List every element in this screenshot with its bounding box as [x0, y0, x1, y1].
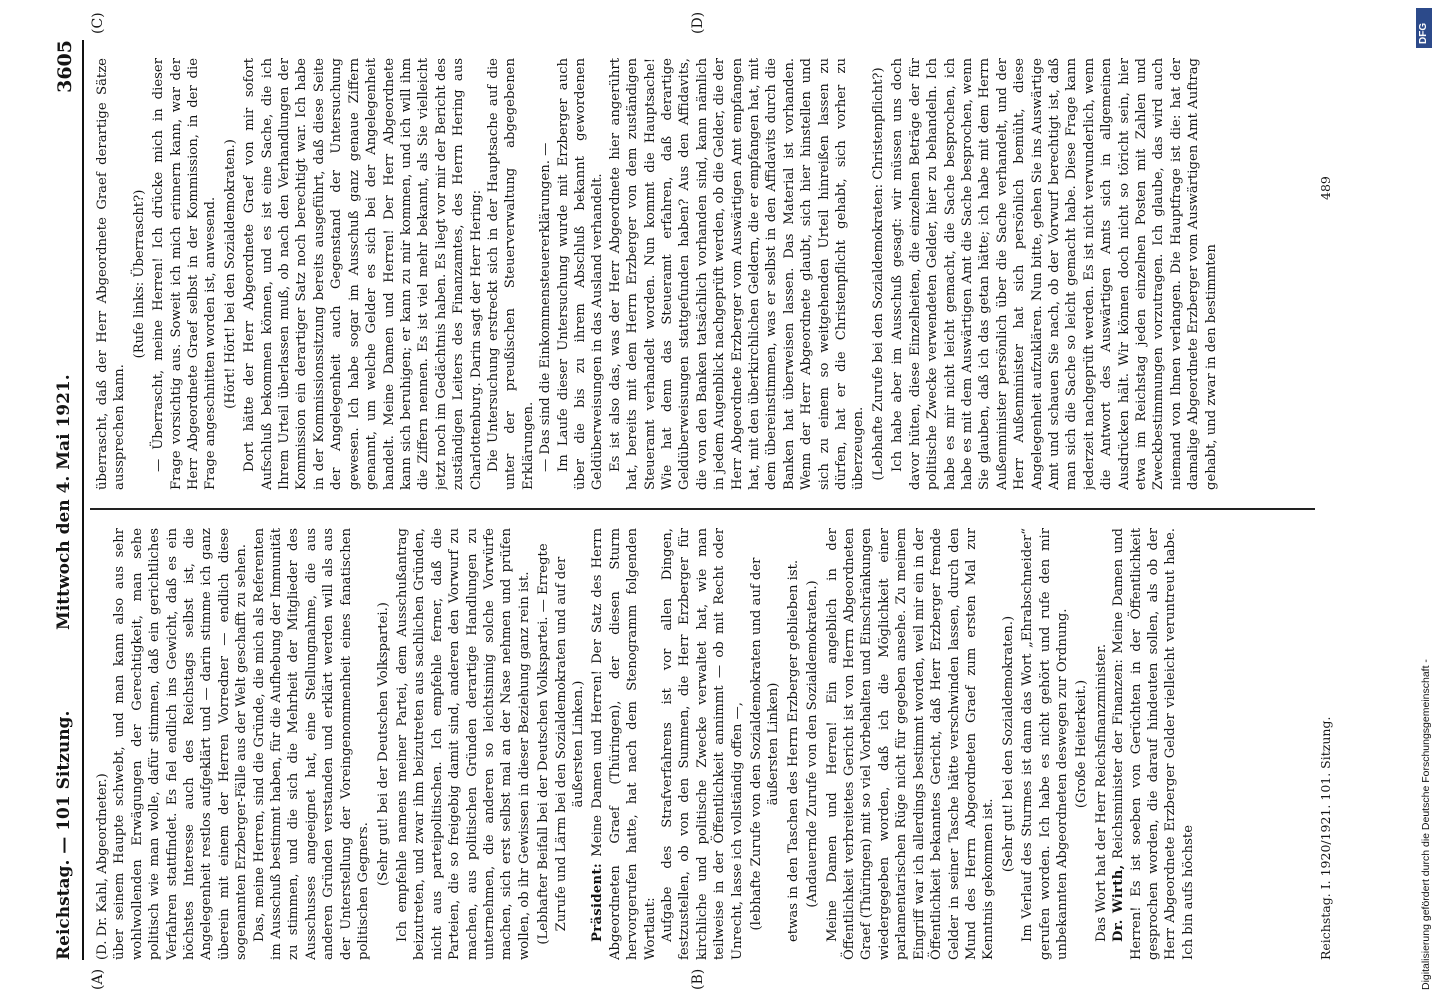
speaker-label: Präsident:	[590, 862, 606, 942]
header-date: Mittwoch den 4. Mai 1921.	[54, 374, 74, 630]
interjection: (Lebhafte Zurufe bei den Sozialdemokraten: Christenpflicht?)	[870, 67, 886, 481]
paragraph: Das, meine Herren, sind die Gründe, die mich als Referenten im Ausschuß bestimmt haben, für die Aufhebung der Immunität zu stimmen, und die sich die Mehrheit der Mitglieder des Ausschusses angeeignet hat, eine Stellungnahme, die aus anderen Gründen verstanden und erklärt werden will als aus der Unterstellung der Voreingenommenheit eines fanatischen politischen Gegners.	[251, 528, 372, 960]
rotated-document-page	[50, 11, 1345, 990]
left-column	[94, 528, 1309, 960]
paragraph: Es ist also das, was der Herr Abgeordnete hier angerührt hat, bereits mit dem Herrn Erzberger von dem zuständigen Steueramt verhandelt worden. Nun kommt die Hauptsache! Wie hat denn das Steueramt erfahren, daß derartige Geldüberweisungen stattgefunden haben? Aus den Affidavits, die von den Banken tatsächlich vorhanden sind, kann nämlich in jedem Augenblick nachgeprüft werden, ob die Gelder, die der Herr Abgeordnete Erzberger vom Auswärtigen Amt empfangen hat, mit den überkirchlichen Geldern, die er empfangen hat, mit dem übereinstimmen, was er selbst in den Affidavits durch die Banken hat überweisen lassen. Das Material ist vorhanden. Wenn der Herr Abgeordnete glaubt, sich hier hinstellen und sich zu einem so weitgehenden Urteil hinreißen lassen zu dürfen, hat er die Christenpflicht gehabt, sich vorher zu überzeugen.	[607, 58, 867, 490]
paragraph: Ich empfehle namens meiner Partei, dem Ausschußantrag beizutreten, und zwar ihm beizutreten aus sachlichen Gründen, nicht aus parteipolitischen. Ich empfehle ferner, daß die Parteien, die so freigebig damit sind, anderen den Vorwurf zu machen, aus politischen Gründen derartige Handlungen zu unternehmen, die anderen so leichtsinnig solche Vorwürfe machen, sich erst selbst mal an der Nase nehmen und prüfen wollen, ob ihr Gewissen in dieser Beziehung ganz rein ist.	[394, 528, 532, 960]
paragraph-text: Meine Damen und Herren! Der Satz des Herrn Abgeordneten Graef (Thüringen), der diesen Sturm hervorgerufen hatte, hat nach dem Stenogramm folgenden Wortlaut:	[590, 528, 658, 960]
page-number: 3605	[54, 40, 76, 93]
interjection: (Sehr gut! bei der Deutschen Volkspartei.)	[375, 602, 391, 886]
paragraph: Dort hätte der Herr Abgeordnete Graef von mir sofort Aufschluß bekommen können, und es ist eine Sache, die ich Ihrem Urteil überlassen muß, ob nach den Verhandlungen der Kommission ein derartiger Satz noch berechtigt war. Ich habe in der Kommissionssitzung bereits ausgeführt, daß diese Seite der Angelegenheit auch Gegenstand der Untersuchung gewesen. Ich habe sogar im Ausschuß ganz genaue Ziffern genannt, um welche Gelder es sich bei der Angelegenheit handelt. Meine Damen und Herren! Der Herr Abgeordnete kann sich beruhigen; er kann zu mir kommen, und ich will ihm die Ziffern nennen. Es ist viel mehr bekannt, als Sie vielleicht jetzt noch im Gedächtnis haben. Es liegt vor mir der Bericht des zuständigen Leiters des Finanzamtes, des Herrn Hering aus Charlottenburg. Darin sagt der Herr Hering:	[242, 58, 484, 490]
interjection: (lebhafte Zurufe von den Sozialdemokraten und auf der äußersten Linken)	[749, 557, 782, 931]
right-column	[94, 58, 1309, 490]
paragraph: Im Verlauf des Sturmes ist dann das Wort „Ehrabschneider“ gerufen worden. Ich habe es nicht gehört und rufe den mir unbekannten Abgeordneten deswegen zur Ordnung.	[1020, 528, 1070, 960]
column-divider	[90, 508, 1315, 510]
paragraph	[589, 528, 659, 960]
paragraph: über seinem Haupte schwebt, und man kann also aus sehr wohlwollenden Erwägungen der Gerechtigkeit, man sehe politisch wie man wolle, dafür stimmen, daß ein gerichtliches Verfahren stattfindet. Es fiel endlich ins Gewicht, daß es ein höchstes Interesse auch des Reichstags selbst ist, die Angelegenheit restlos aufgeklärt und — darin stimme ich ganz überein mit einem der Herren Vorredner — endlich diese sogenannten Erzberger-Fälle aus der Welt geschafft zu sehen.	[112, 528, 250, 960]
page-header	[50, 40, 84, 960]
footer-sheet-number: 489	[1318, 176, 1333, 200]
dfg-logo-icon	[1416, 8, 1432, 48]
interjection: (Hört! Hört! bei den Sozialdemokraten.)	[222, 139, 238, 409]
margin-marker-b: (B)	[690, 968, 706, 990]
interjection: (Rufe links: Überrascht?)	[131, 189, 147, 359]
digitization-credit: Digitalisierung gefördert durch die Deutsche Forschungsgemeinschaft -	[1420, 659, 1432, 990]
page-footer	[1316, 40, 1340, 960]
header-left: Reichstag. — 101 Sitzung.	[54, 710, 74, 960]
paragraph: — Überrascht, meine Herren! Ich drücke mich in dieser Frage vorsichtig aus. Soweit ich mich erinnern kann, war der Herr Abgeordnete Graef selbst in der Kommission, in der die Frage angeschnitten worden ist, anwesend.	[151, 58, 219, 490]
interjection: (Große Heiterkeit.)	[1074, 679, 1090, 809]
dfg-logo-text: DFG	[1418, 22, 1429, 44]
speaker-line: (D. Dr. Kahl, Abgeordneter.)	[95, 773, 110, 960]
paragraph: überrascht, daß der Herr Abgeordnete Graef derartige Sätze aussprechen kann.	[95, 58, 128, 490]
paragraph	[1110, 528, 1197, 960]
footer-source: Reichstag. I. 1920/1921. 101. Sitzung.	[1318, 716, 1333, 960]
quoted-paragraph: — Das sind die Einkommensteuererklärungen. —	[538, 142, 554, 472]
interjection: (Andauernde Zurufe von den Sozialdemokraten.)	[805, 580, 821, 908]
quoted-paragraph: Aufgabe des Strafverfahrens ist vor allen Dingen, festzustellen, ob von den Summen, die Herr Erzberger für kirchliche und politische Zwecke verwaltet hat, wie man teilweise in der Öffentlichkeit annimmt — ob mit Recht oder Unrecht, lasse ich vollständig offen —,	[660, 528, 745, 960]
margin-marker-a: (A)	[90, 968, 106, 990]
paragraph: Das Wort hat der Herr Reichsfinanzminister.	[1093, 643, 1109, 942]
paragraph: Ich habe aber im Ausschuß gesagt: wir müssen uns doch davor hüten, diese Einzelheiten, die einzelnen Beträge der für politische Zwecke verwendeten Gelder, hier zu behandeln. Ich habe es mir nicht leicht gemacht, die Sache besprochen, ich habe es mit dem Auswärtigen Amt die Sache besprochen, wenn Sie glauben, daß ich das getan hätte; ich habe mit dem Herrn Außenminister persönlich über die Sache verhandelt, und der Herr Außenminister hat sich persönlich bemüht, diese Angelegenheit aufzuklären. Nun bitte, gehen Sie ins Auswärtige Amt und schauen Sie nach, ob der Vorwurf berechtigt ist, daß man sich die Sache so leicht gemacht habe. Diese Frage kann jederzeit nachgeprüft werden. Es ist nicht verwunderlich, wenn die Antwort des Auswärtigen Amts sich in allgemeinen Ausdrücken hält. Wir können doch nicht so töricht sein, hier etwa im Reichstag jeden einzelnen Posten mit Zahlen und Zweckbestimmungen vorzutragen. Ich glaube, das wird auch niemand von Ihnen verlangen. Die Hauptfrage ist die: hat der damalige Abgeordnete Erzberger vom Auswärtigen Amt Auftrag gehabt, und zwar in den bestimmten	[890, 58, 1219, 490]
quoted-paragraph: etwas in den Taschen des Herrn Erzberger geblieben ist.	[785, 559, 801, 942]
margin-marker-c: (C)	[90, 12, 106, 34]
paragraph: Meine Damen und Herren! Ein angeblich in der Öffentlichkeit verbreitetes Gericht ist von Herrn Abgeordneten Graef (Thüringen) mit so viel Vorbehalten und Einschränkungen wiedergegeben worden, daß ich die Möglichkeit einer parlamentarischen Rüge nicht für gegeben ansehe. Zu meinem Eingriff war ich allerdings bestimmt worden, weil mir ein in der Öffentlichkeit bekanntes Gericht, daß Herr Erzberger fremde Gelder in seiner Tasche hätte verschwinden lassen, durch den Mund des Herrn Abgeordneten Graef zum ersten Mal zur Kenntnis gekommen ist.	[824, 528, 997, 960]
interjection: (Sehr gut! bei den Sozialdemokraten.)	[1000, 615, 1016, 873]
quoted-paragraph: Die Untersuchung erstreckt sich in der Hauptsache auf die unter der preußischen Steuerverwaltung abgegebenen Erklärungen.	[485, 58, 536, 490]
quoted-paragraph: Im Laufe dieser Untersuchung wurde mit Erzberger auch über die bis zu ihrem Abschluß bekannt gewordenen Geldüberweisungen in das Ausland verhandelt.	[555, 58, 606, 490]
speaker-label: Dr. Wirth,	[1111, 864, 1127, 942]
interjection: (Lebhafter Beifall bei der Deutschen Volkspartei. — Erregte Zurufe und Lärm bei den Sozialdemokraten und auf der äußersten Linken.)	[536, 543, 586, 945]
margin-marker-d: (D)	[690, 11, 706, 34]
paragraph-text: Reichsminister der Finanzen: Meine Damen und Herren! Es ist soeben von Gerüchten in der Öffentlichkeit gesprochen worden, die darauf hindeuten sollen, als ob der Herr Abgeordnete Erzberger Gelder vielleicht veruntreut habe. Ich bin aufs höchste	[1111, 528, 1196, 960]
